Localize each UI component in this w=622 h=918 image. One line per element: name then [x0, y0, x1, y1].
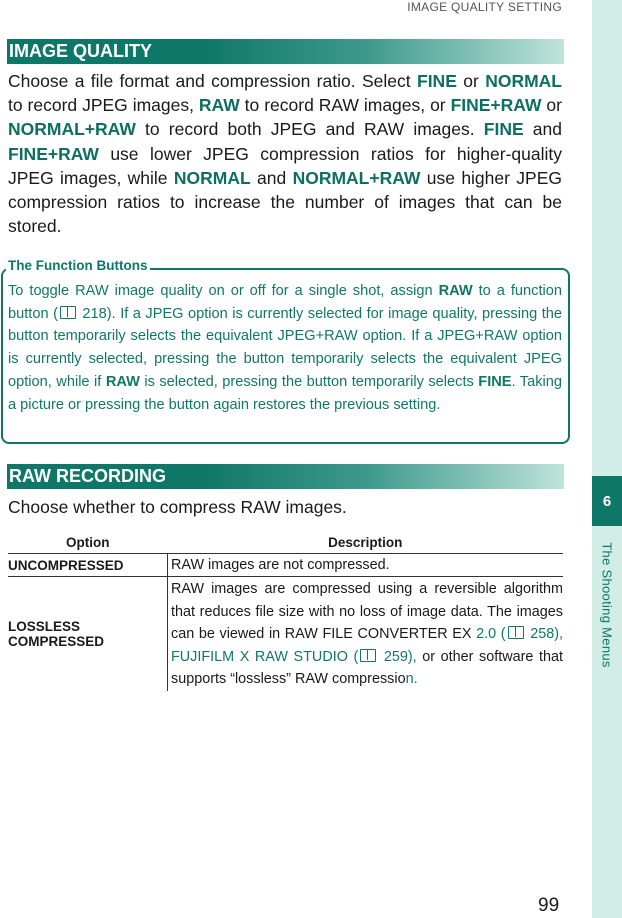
page-reference-icon [60, 306, 76, 319]
table-row [8, 554, 563, 577]
page-reference-icon [360, 649, 376, 662]
chapter-sidebar [592, 0, 622, 918]
function-buttons-text: To toggle RAW image quality on or off for a single shot, assign RAW to a function button ( 218). If a JPEG option is currently selected for image quality, pressing the button temporarily selects the equivalent JPEG+RAW option. If a JPEG+RAW option is currently selected, pressing the button temporarily selects the equivalent JPEG option, while if RAW is selected, pressing the button temporarily selects FINE. Taking a picture or pressing the button again restores the previous setting. [8, 283, 562, 413]
description-cell: RAW images are not compressed. [168, 554, 564, 577]
image-quality-heading: IMAGE QUALITY [7, 39, 564, 64]
table-row [8, 577, 563, 692]
table-header-option: Option [8, 531, 168, 554]
page-number: 99 [538, 895, 560, 916]
page-reference-icon [508, 626, 524, 639]
chapter-number-tab: 6 [592, 476, 622, 526]
table-header-description: Description [168, 531, 564, 554]
raw-recording-options-table [8, 531, 563, 691]
description-cell: RAW images are compressed using a reversible algorithm that reduces file size with no loss of image data. The images can be viewed in RAW FILE CONVERTER EX 2.0 ( 258), FUJIFILM X RAW STUDIO ( 259), or other software that supports “lossless” RAW compression. [171, 581, 563, 688]
raw-recording-intro: Choose whether to compress RAW images. [8, 497, 347, 517]
running-head: IMAGE QUALITY SETTING [407, 0, 562, 14]
function-buttons-title: The Function Buttons [6, 258, 150, 273]
chapter-title: The Shooting Menus [599, 542, 615, 668]
option-cell: LOSSLESS COMPRESSED [8, 577, 168, 692]
option-cell: UNCOMPRESSED [8, 554, 168, 577]
raw-recording-heading: RAW RECORDING [7, 464, 564, 489]
image-quality-paragraph: Choose a file format and compression ratio. Select FINE or NORMAL to record JPEG images, RAW to record RAW images, or FINE+RAW or NORMAL+RAW to record both JPEG and RAW images. FINE and FINE+RAW use lower JPEG compression ratios for higher-quality JPEG images, while NORMAL and NORMAL+RAW use higher JPEG compression ratios to increase the number of images that can be stored. [8, 71, 563, 237]
